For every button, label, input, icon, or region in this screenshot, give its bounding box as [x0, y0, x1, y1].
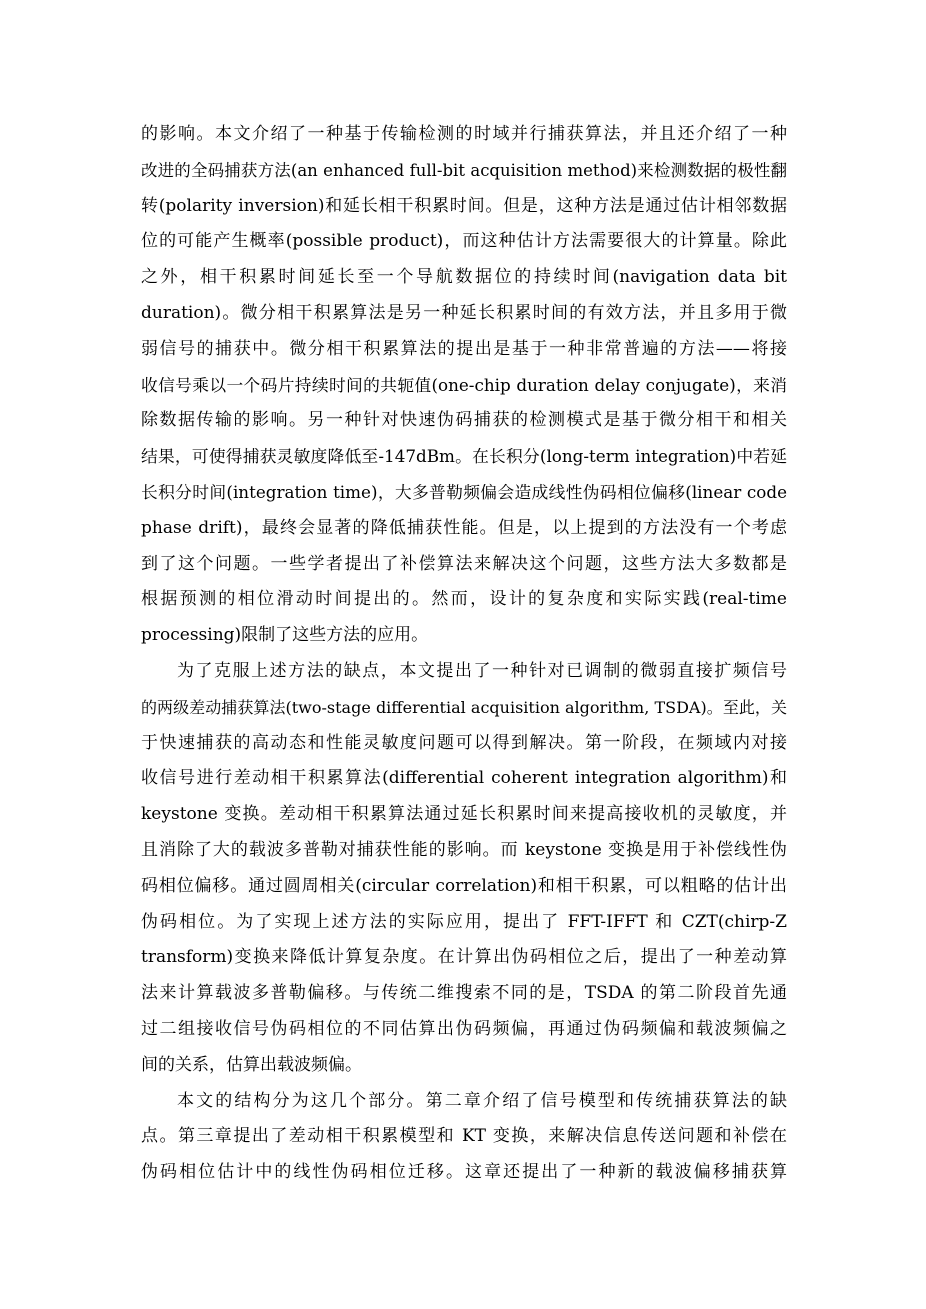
text-line: 转(polarity inversion)和延长相干积累时间。但是，这种方法是通过估计相邻数据	[141, 195, 787, 216]
text-line: 间的关系，估算出载波频偏。	[141, 1054, 362, 1075]
text-line: 根据预测的相位滑动时间提出的。然而，设计的复杂度和实际实践(real-time	[141, 589, 787, 610]
paragraph	[141, 654, 787, 1084]
text-line: duration)。微分相干积累算法是另一种延长积累时间的有效方法，并且多用于微	[141, 302, 787, 323]
text-line: 伪码相位估计中的线性伪码相位迁移。这章还提出了一种新的载波偏移捕获算	[141, 1162, 787, 1183]
text-line: 码相位偏移。通过圆周相关(circular correlation)和相干积累，可以粗略的估计出	[141, 875, 787, 896]
text-line: transform)变换来降低计算复杂度。在计算出伪码相位之后，提出了一种差动算	[141, 947, 787, 968]
body-text	[141, 117, 787, 1191]
text-line: 位的可能产生概率(possible product)，而这种估计方法需要很大的计算量。除此	[141, 231, 787, 252]
text-line: 收信号进行差动相干积累算法(differential coherent integration algorithm)和	[141, 768, 787, 789]
text-line: 除数据传输的影响。另一种针对快速伪码捕获的检测模式是基于微分相干和相关	[141, 410, 787, 431]
text-line: 本文的结构分为这几个部分。第二章介绍了信号模型和传统捕获算法的缺	[177, 1090, 787, 1111]
text-line: phase drift)，最终会显著的降低捕获性能。但是，以上提到的方法没有一个考虑	[141, 517, 787, 538]
paragraph	[141, 117, 787, 654]
paragraph	[141, 1084, 787, 1191]
text-line: 为了克服上述方法的缺点，本文提出了一种针对已调制的微弱直接扩频信号	[177, 660, 787, 681]
text-line: 且消除了大的载波多普勒对捕获性能的影响。而 keystone 变换是用于补偿线性伪	[141, 839, 787, 860]
text-line: 收信号乘以一个码片持续时间的共轭值(one-chip duration delay conjugate)，来消	[141, 374, 787, 395]
text-line: 于快速捕获的高动态和性能灵敏度问题可以得到解决。第一阶段，在频域内对接	[141, 732, 787, 753]
text-line: 结果，可使得捕获灵敏度降低至-147dBm。在长积分(long-term integration)中若延	[141, 446, 787, 467]
text-line: processing)限制了这些方法的应用。	[141, 625, 429, 646]
text-line: keystone 变换。差动相干积累算法通过延长积累时间来提高接收机的灵敏度，并	[141, 804, 787, 825]
text-line: 的两级差动捕获算法(two-stage differential acquisition algorithm, TSDA)。至此，关	[141, 697, 787, 717]
text-line: 改进的全码捕获方法(an enhanced full-bit acquisition method)来检测数据的极性翻	[141, 160, 787, 180]
text-line: 过二组接收信号伪码相位的不同估算出伪码频偏，再通过伪码频偏和载波频偏之	[141, 1018, 787, 1039]
text-line: 的影响。本文介绍了一种基于传输检测的时域并行捕获算法，并且还介绍了一种	[141, 124, 787, 144]
text-line: 长积分时间(integration time)，大多普勒频偏会造成线性伪码相位偏移(linear code	[141, 481, 787, 502]
text-line: 之外，相干积累时间延长至一个导航数据位的持续时间(navigation data bit	[141, 267, 787, 288]
text-line: 到了这个问题。一些学者提出了补偿算法来解决这个问题，这些方法大多数都是	[141, 553, 787, 574]
text-line: 法来计算载波多普勒偏移。与传统二维搜索不同的是，TSDA 的第二阶段首先通	[141, 983, 787, 1004]
text-line: 点。第三章提出了差动相干积累模型和 KT 变换，来解决信息传送问题和补偿在	[141, 1126, 787, 1147]
text-line: 弱信号的捕获中。微分相干积累算法的提出是基于一种非常普遍的方法——将接	[141, 338, 787, 359]
text-line: 伪码相位。为了实现上述方法的实际应用，提出了 FFT-IFFT 和 CZT(chirp-Z	[141, 911, 787, 932]
